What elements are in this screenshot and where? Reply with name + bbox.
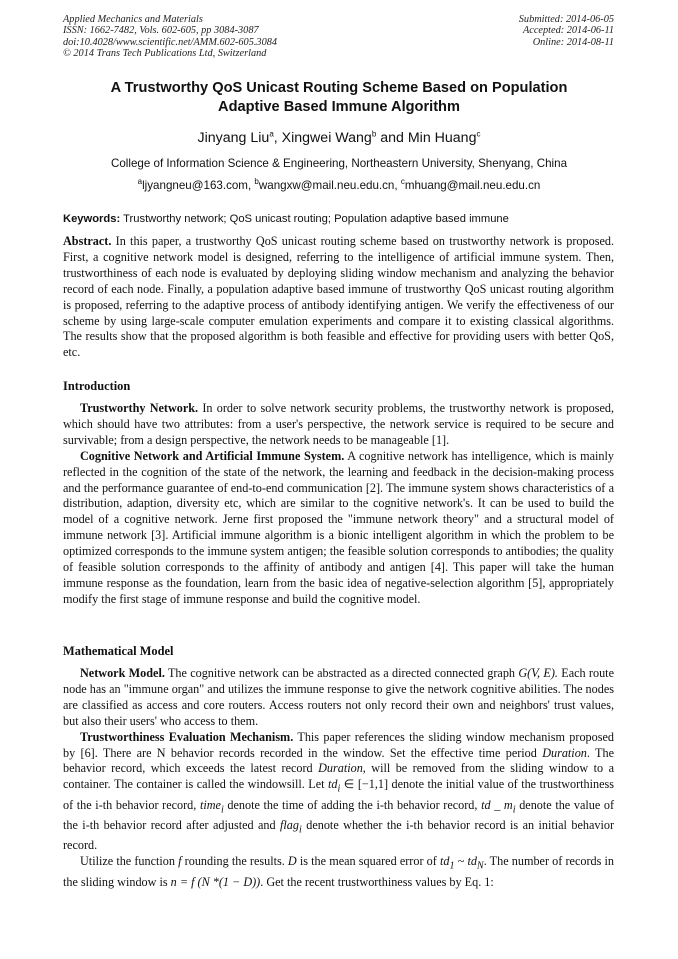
title-line: A Trustworthy QoS Unicast Routing Scheme Based on Population	[110, 80, 568, 96]
paragraph-label: Trustworthiness Evaluation Mechanism.	[80, 729, 294, 744]
publication-dates	[519, 14, 614, 48]
email: wangxw@mail.neu.edu.cn,	[258, 179, 401, 192]
paragraph-text: , will be removed from the sliding window to a container. The container is called the windowsill. Let	[63, 761, 614, 792]
affiliation-mark: b	[254, 177, 259, 187]
journal-name: Applied Mechanics and Materials	[63, 14, 203, 25]
keywords-text: Trustworthy network; QoS unicast routing; Population adaptive based immune	[120, 213, 509, 225]
affiliation-mark: b	[371, 129, 377, 139]
math-operator: ~	[454, 854, 468, 869]
paragraph-text: Utilize the function	[80, 854, 179, 869]
affiliation: College of Information Science & Engineering, Northeastern University, Shenyang, China	[110, 157, 568, 170]
email: mhuang@mail.neu.edu.cn	[404, 179, 541, 192]
paragraph-label: Network Model.	[80, 666, 165, 680]
paragraph	[63, 854, 614, 890]
math-symbol-text: td	[467, 854, 477, 869]
paragraph-label: Trustworthy Network.	[80, 401, 199, 415]
affiliation-mark: a	[137, 177, 143, 187]
paragraph-text: denote the initial value of the trustworthiness of the i-th behavior record,	[63, 777, 615, 812]
paragraph-text: . Get the recent trustworthiness values by Eq. 1:	[260, 874, 494, 889]
paragraph	[63, 449, 614, 608]
mathematical-model-section	[63, 666, 614, 891]
section-heading-introduction: Introduction	[63, 379, 131, 393]
math-symbol-text: td _ m	[481, 797, 513, 812]
author-list	[40, 129, 638, 147]
math-symbol: td	[328, 777, 338, 792]
journal-copyright: © 2014 Trans Tech Publications Ltd, Switzerland	[63, 47, 267, 59]
keywords-label: Keywords:	[63, 213, 121, 225]
math-symbol	[481, 797, 516, 816]
math-expression	[439, 854, 484, 872]
journal-info	[63, 14, 277, 59]
paragraph-text: rounding the results.	[181, 854, 288, 869]
author-name: Xingwei Wang	[281, 130, 372, 146]
author-emails	[30, 178, 648, 193]
math-subscript: i	[220, 804, 224, 816]
journal-issn: ISSN: 1662-7482, Vols. 602-605, pp 3084-3087	[63, 25, 259, 37]
author-name: Jinyang Liu	[197, 130, 270, 146]
math-subscript: i	[299, 824, 302, 836]
introduction-section	[63, 401, 614, 608]
paragraph-text: denote the value of the i-th behavior record after adjusted and	[63, 797, 615, 833]
paragraph-text: is the mean squared error of	[296, 854, 440, 869]
math-symbol-text: time	[199, 797, 221, 812]
math-range: ∈ [−1,1]	[340, 777, 389, 792]
submitted-date: Submitted: 2014-06-05	[518, 14, 614, 25]
math-subscript: i	[337, 783, 341, 795]
math-symbol-text: flag	[280, 818, 299, 833]
graph-symbol: G(V, E).	[518, 666, 558, 680]
math-symbol: Duration	[542, 745, 587, 760]
paragraph	[63, 730, 614, 855]
author-separator: and	[376, 130, 408, 146]
abstract-label: Abstract.	[63, 234, 112, 248]
author-name: Min Huang	[407, 130, 477, 146]
affiliation-mark: a	[269, 129, 274, 139]
math-expression: n = f (N *(1 − D))	[170, 874, 261, 889]
affiliation-mark: c	[476, 129, 481, 139]
math-symbol	[199, 797, 224, 816]
math-subscript: i	[512, 804, 516, 816]
section-heading-mathematical-model: Mathematical Model	[63, 644, 174, 658]
paragraph	[63, 666, 614, 730]
paragraph-text: . The behavior record, which exceeds the latest record	[63, 745, 614, 776]
paragraph-text: A cognitive network has intelligence, which is mainly reflected in the cognition of the state of the network, the learning and feedback in the decision-making process and the performance guarantee of end-to-end communication [2]. The immune system shows characteristics of a distribution, adaption, diversity etc, which are similar to the cognitive network's. It can be used to build the model of a cognitive network. Jerne first proposed the "immune network theory" and a structural model of immune network [3]. Artificial immune algorithm is a bionic intelligent algorithm in which the problem to be optimized corresponds to the immune system antigen; the feasible solution corresponds to antibodies; the quality of feasible solution corresponds to the affinity of antibody and antigen [4]. This paper will take the human immune response as the foundation, learn from the basic idea of negative-selection algorithm [5], appropriately modify the first stage of immune response and build the cognitive model.	[63, 448, 614, 606]
paragraph-text: denote the time of adding the i-th behavior record,	[223, 797, 482, 812]
abstract-paragraph	[63, 234, 614, 361]
journal-doi: doi:10.4028/www.scientific.net/AMM.602-605.3084	[63, 36, 278, 48]
math-symbol: D	[287, 854, 297, 869]
paragraph	[63, 401, 614, 449]
paper-title	[60, 79, 618, 117]
accepted-date: Accepted: 2014-06-11	[522, 25, 614, 37]
paragraph-text: denote whether the i-th behavior record is an initial behavior record.	[63, 818, 615, 853]
paragraph-text: This paper references the sliding window mechanism proposed by [6]. There are N behavior records recorded in the window. Set the effective time period	[63, 729, 614, 760]
paragraph-text: In order to solve network security problems, the trustworthy network is proposed, which should have two attributes: from a user's perspective, the network service is required to be secure and survivable; from a design perspective, the network needs to be manageable [1].	[63, 401, 614, 447]
math-symbol: Duration	[318, 761, 363, 776]
math-symbol-text: td	[439, 854, 450, 869]
paragraph-label: Cognitive Network and Artificial Immune System.	[80, 448, 345, 463]
email: ljyangneu@163.com,	[142, 179, 255, 192]
math-subscript: 1	[449, 860, 455, 872]
abstract-text: In this paper, a trustworthy QoS unicast routing scheme based on trustworthy network is proposed. First, a cognitive network model is designed, referring to the intelligence of artificial immune system. Then, trustworthiness of each node is evaluated by deploying sliding window mechanism and analyzing the behavior record of each node. Finally, a population adaptive based immune of trustworthy QoS unicast routing algorithm is proposed, referring to the adaptive process of antibody identifying antigen. We verify the effectiveness of our scheme by using large-scale computer emulation experiments and compare it to existing classical algorithms. The results show that the proposed algorithm is both feasible and effective for providing users with better QoS, etc.	[63, 234, 614, 360]
abstract	[63, 234, 614, 361]
title-line: Adaptive Based Immune Algorithm	[218, 99, 460, 115]
affiliation-mark: c	[400, 177, 405, 187]
math-subscript: N	[476, 860, 484, 872]
author-separator: ,	[273, 130, 282, 146]
online-date: Online: 2014-08-11	[532, 36, 614, 48]
math-symbol	[280, 818, 302, 836]
keywords	[63, 212, 618, 227]
paragraph-text: . The number of records in the sliding window is	[63, 854, 614, 889]
paragraph-text: The cognitive network can be abstracted as a directed connected graph	[164, 666, 519, 680]
math-symbol: f	[178, 854, 182, 869]
paragraph-text: Each route node has an "immune organ" and utilizes the immune response to give the network cognitive abilities. The nodes are classified as access and core routers. Access routers not only record their own and neighbors' trust values, but also their users' who access to them.	[63, 666, 614, 728]
math-expression	[328, 777, 389, 795]
